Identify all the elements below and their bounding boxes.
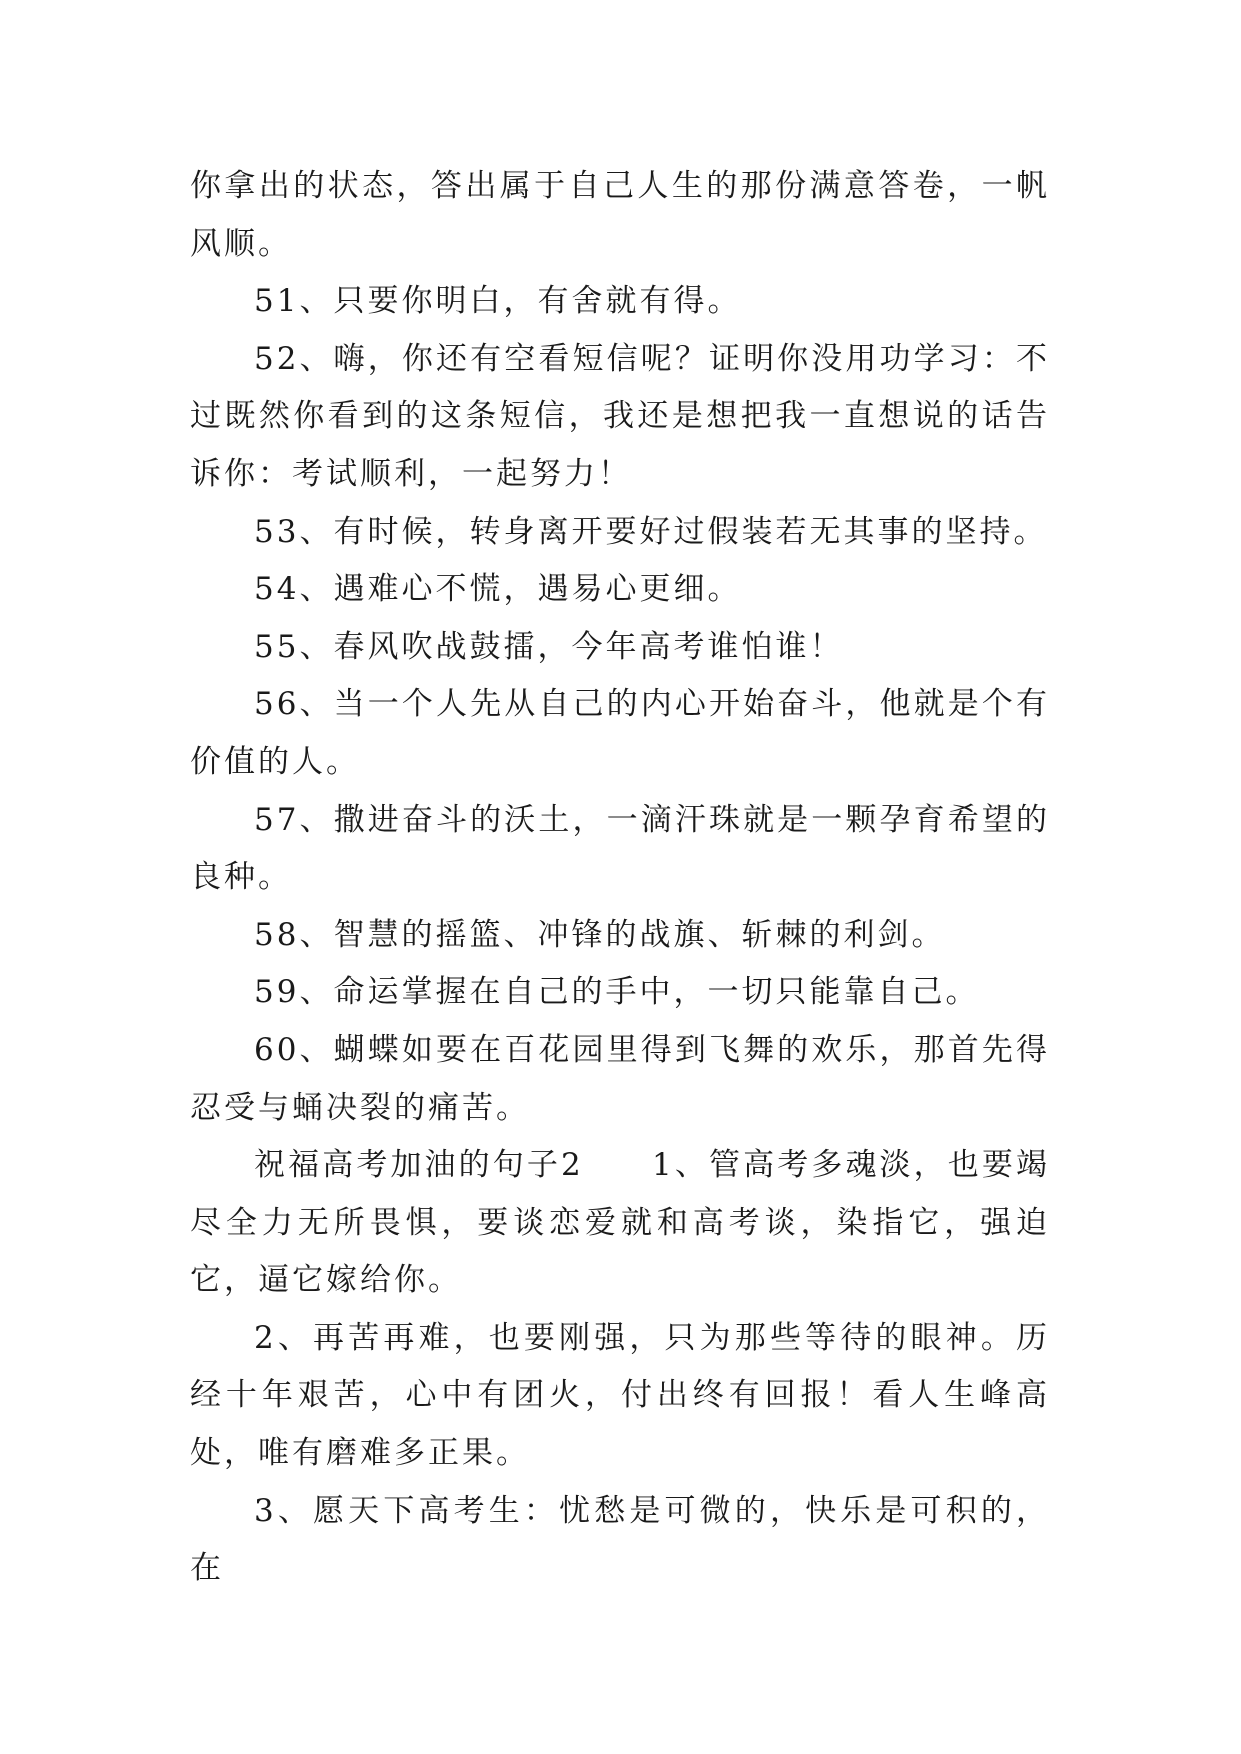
paragraph: 55、春风吹战鼓擂，今年高考谁怕谁！ (254, 628, 844, 665)
paragraph: 53、有时候，转身离开要好过假装若无其事的坚持。 (254, 513, 1048, 550)
paragraph: 52、嗨，你还有空看短信呢？证明你没用功学习：不过既然你看到的这条短信，我还是想把我一直想说的话告诉你：考试顺利，一起努力！ (190, 340, 1050, 492)
paragraph: 你拿出的状态，答出属于自己人生的那份满意答卷，一帆风顺。 (190, 168, 1050, 262)
paragraph: 60、蝴蝶如要在百花园里得到飞舞的欢乐，那首先得忍受与蛹决裂的痛苦。 (190, 1031, 1050, 1126)
paragraph: 56、当一个人先从自己的内心开始奋斗，他就是个有价值的人。 (190, 686, 1050, 780)
paragraph: 54、遇难心不慌，遇易心更细。 (254, 571, 742, 608)
paragraph: 57、撒进奋斗的沃土，一滴汗珠就是一颗孕育希望的良种。 (190, 801, 1050, 896)
paragraph: 58、智慧的摇篮、冲锋的战旗、斩棘的利剑。 (254, 916, 946, 953)
paragraph: 2、再苦再难，也要刚强，只为那些等待的眼神。历经十年艰苦，心中有团火，付出终有回报！看人生峰高处，唯有磨难多正果。 (190, 1319, 1050, 1472)
paragraph: 祝福高考加油的句子2 1、管高考多魂淡，也要竭尽全力无所畏惧，要谈恋爱就和高考谈，染指它，强迫它，逼它嫁给你。 (190, 1147, 1050, 1299)
paragraph: 59、命运掌握在自己的手中，一切只能靠自己。 (254, 974, 980, 1011)
body-text (190, 158, 1050, 1598)
paragraph: 51、只要你明白，有舍就有得。 (254, 283, 742, 320)
paragraph: 3、愿天下高考生：忧愁是可微的，快乐是可积的，在 (190, 1492, 1050, 1587)
